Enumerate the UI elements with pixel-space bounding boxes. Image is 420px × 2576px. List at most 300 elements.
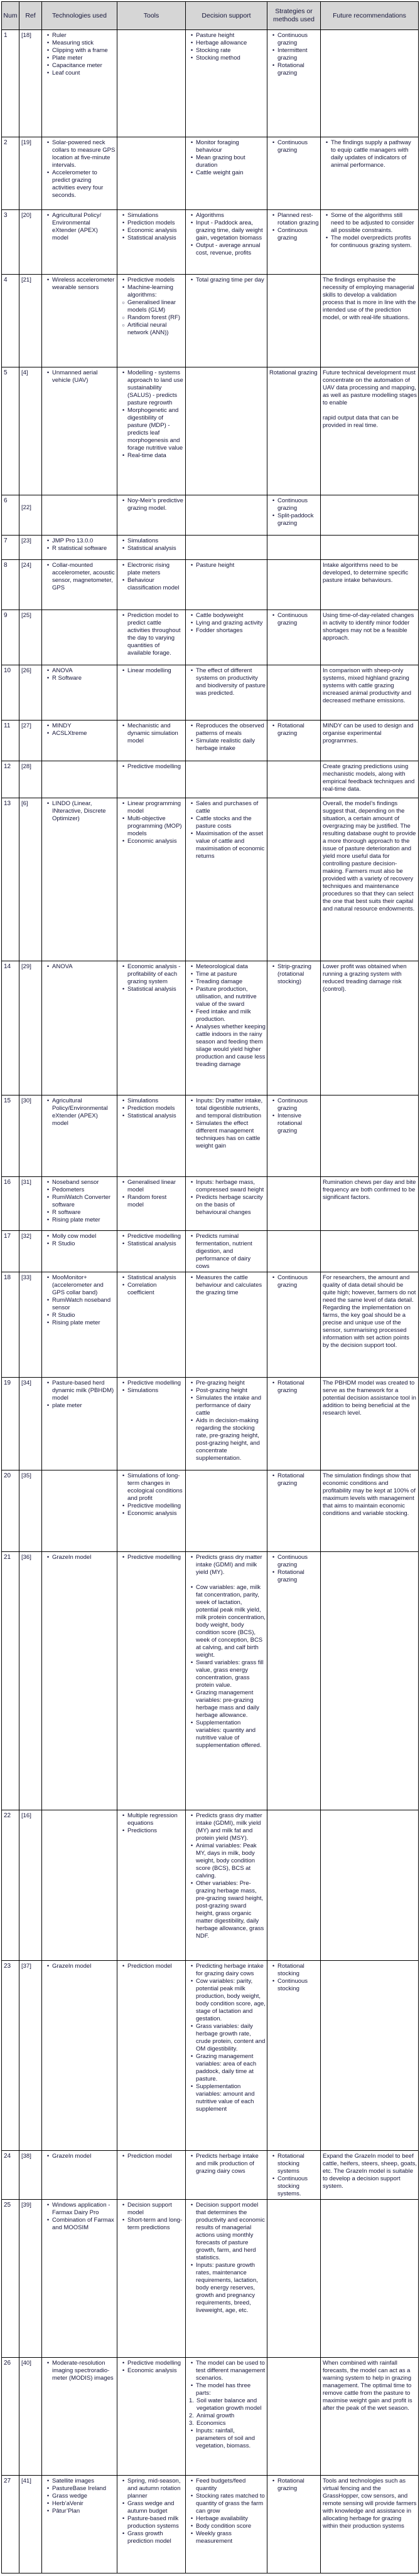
item-text: Cattle bodyweight: [196, 612, 244, 619]
cell-tools: [117, 1231, 186, 1272]
ref-cell: [36]: [19, 1552, 42, 1810]
num-cell: 7: [2, 536, 19, 559]
bullet-icon: •: [190, 40, 193, 46]
cell-tools: [117, 1810, 186, 1960]
bullet-item: [44, 1240, 116, 1248]
circle-bullet-icon: ○: [122, 322, 125, 328]
item-text: MINDY: [52, 722, 72, 729]
cell-tools: [117, 275, 186, 367]
bullet-item: [119, 1963, 184, 1970]
item-text: Simulate realistic daily herbage intake: [196, 737, 255, 752]
item-text: Generalised linear model: [127, 1179, 176, 1193]
table-row: [2, 665, 418, 721]
bullet-icon: •: [46, 1209, 50, 1216]
cell-tools: [117, 137, 186, 209]
cell-decision-support: [186, 367, 267, 495]
item-text: R statistical software: [52, 545, 107, 552]
item-text: Split-paddock grazing: [277, 512, 314, 527]
bullet-item: [188, 2262, 266, 2315]
bullet-item: [119, 452, 184, 460]
table-row: [2, 961, 418, 1095]
bullet-icon: •: [190, 1023, 193, 1030]
item-text: Predicts herbage intake and milk production of grazing dairy cows: [196, 2153, 259, 2175]
cell-decision-support: [186, 1272, 267, 1377]
item-text: Simulations: [127, 212, 159, 219]
item-text: Mean grazing bout duration: [196, 154, 245, 169]
item-text: Prediction model to predict cattle activities throughout the day to varying quantities of available forage.: [127, 612, 181, 657]
bullet-item: [188, 1395, 266, 1417]
item-text: R Software: [52, 675, 82, 682]
bullet-icon: •: [272, 1569, 275, 1576]
ref-cell: [38]: [19, 2151, 42, 2199]
cell-technologies: [42, 761, 117, 798]
item-text: Herbage availability: [196, 2515, 248, 2522]
cell-technologies: [42, 798, 117, 961]
bullet-icon: •: [122, 1963, 125, 1970]
cell-strategies: [267, 2476, 321, 2573]
cell-decision-support: [186, 610, 267, 665]
bullet-icon: •: [272, 62, 275, 69]
item-text: Machine-learning algorithms:: [127, 284, 173, 298]
cell-tools: [117, 1177, 186, 1230]
bullet-item: [188, 2360, 266, 2382]
cell-future-recommendations: [321, 1552, 418, 1810]
cell-decision-support: [186, 536, 267, 559]
item-text: Predictive models: [127, 277, 175, 283]
item-text: Correlation coefficient: [127, 1282, 157, 1296]
item-text: The findings emphasise the necessity of employing managerial skills to develop a validation process that is more in line with the intended use of the prediction model, or with real-life situations.: [323, 277, 416, 321]
bullet-icon: •: [46, 2500, 50, 2507]
column-header-ref: Ref: [19, 2, 42, 29]
ref-cell: [34]: [19, 1378, 42, 1470]
num-cell: 12: [2, 761, 19, 798]
bullet-icon: •: [190, 1380, 193, 1386]
cell-technologies: [42, 275, 117, 367]
bullet-item: [269, 1112, 319, 1135]
item-text: Modelling - systems approach to land use sustainability (SALUS) - predicts pasture regrowth: [127, 369, 183, 406]
bullet-item: [188, 2023, 266, 2053]
item-text: GrazeIn model: [52, 2153, 92, 2160]
bullet-item: [188, 2515, 266, 2523]
cell-technologies: [42, 2200, 117, 2357]
ref-cell: [6]: [19, 798, 42, 961]
bullet-icon: •: [190, 1842, 193, 1849]
bullet-item: [188, 1380, 266, 1387]
bullet-icon: •: [190, 612, 193, 619]
item-text: Planned rest-rotation grazing: [277, 212, 319, 226]
item-text: Weekly grass measurement: [196, 2530, 233, 2545]
bullet-icon: •: [190, 1233, 193, 1240]
number-marker: 3.: [189, 2420, 194, 2427]
table-row: [2, 1231, 418, 1272]
item-text: Pedometers: [52, 1186, 85, 1193]
cell-technologies: [42, 210, 117, 274]
bullet-icon: •: [46, 1963, 50, 1970]
bullet-icon: •: [46, 1319, 50, 1326]
bullet-item: [44, 2508, 116, 2515]
bullet-icon: •: [190, 2382, 193, 2389]
bullet-icon: •: [46, 675, 50, 682]
bullet-item: [188, 667, 266, 697]
item-text: Treading damage: [196, 978, 243, 985]
bullet-icon: •: [122, 1274, 125, 1281]
item-text: Pasture-based milk production systems: [127, 2515, 179, 2530]
cell-technologies: [42, 1231, 117, 1272]
item-text: Pasture-based herd dynamic milk (PBHDM) model: [52, 1380, 114, 1401]
bullet-icon: •: [46, 32, 50, 39]
text-line: [323, 414, 417, 430]
item-text: Combination of Farmax and MOOSIM: [52, 2217, 114, 2231]
cell-future-recommendations: [321, 2476, 418, 2573]
bullet-icon: •: [46, 667, 50, 674]
item-text: Grass wedge: [52, 2493, 87, 2499]
cell-technologies: [42, 610, 117, 665]
bullet-item: [119, 1194, 184, 1209]
bullet-item: [119, 1282, 184, 1297]
bullet-item: [44, 40, 116, 47]
item-text: The model can be used to test different management scenarios.: [196, 2360, 266, 2382]
cell-tools: [117, 367, 186, 495]
number-marker: 1.: [189, 2397, 194, 2404]
bullet-icon: •: [272, 2175, 275, 2182]
item-text: Wireless accelerometer wearable sensors: [52, 277, 115, 291]
cell-strategies: [267, 275, 321, 367]
item-text: Rotational grazing: [277, 2478, 304, 2492]
item-text: Statistical analysis: [127, 235, 176, 241]
item-text: Other variables: Pre-grazing herbage mass, pre-grazing sward height, post-grazing sward height, grass organic matter digestibility, daily herbage allowance, grass NDF.: [196, 1880, 264, 1940]
item-text: Economics: [197, 2420, 226, 2427]
bullet-icon: •: [272, 1112, 275, 1119]
table-row: [2, 610, 418, 665]
bullet-item: [188, 1008, 266, 1023]
table-header-row: [2, 2, 418, 30]
bullet-icon: •: [122, 815, 125, 822]
bullet-item: [188, 139, 266, 154]
bullet-item: [119, 763, 184, 771]
num-cell: 22: [2, 1810, 19, 1960]
bullet-item: [119, 1105, 184, 1112]
item-text: Grass wedge and autumn budget: [127, 2500, 175, 2515]
bullet-icon: •: [272, 32, 275, 39]
bullet-item: [188, 2427, 266, 2450]
cell-tools: [117, 210, 186, 274]
item-text: Pasture height: [196, 32, 235, 39]
ref-cell: [27]: [19, 721, 42, 761]
bullet-icon: •: [122, 2153, 125, 2160]
bullet-icon: •: [122, 2360, 125, 2367]
item-text: Maximisation of the asset value of cattle and maximisation of economic returns: [196, 830, 265, 860]
ref-cell: [20]: [19, 210, 42, 274]
bullet-item: [119, 2515, 184, 2530]
item-text: Monitor foraging behaviour: [196, 139, 239, 154]
bullet-item: [269, 1569, 319, 1584]
bullet-item: [44, 800, 116, 823]
item-text: Continuous grazing: [277, 139, 308, 154]
item-text: Lying and grazing activity: [196, 620, 263, 626]
bullet-item: [44, 545, 116, 552]
text-line: [323, 1179, 417, 1201]
item-text: Intake algorithms need to be developed, to determine specific pasture intake behaviours.: [323, 562, 409, 584]
bullet-item: [269, 512, 319, 527]
item-text: Measures the cattle behaviour and calculates the grazing time: [196, 1274, 262, 1296]
bullet-icon: •: [190, 722, 193, 729]
bullet-item: [188, 1417, 266, 1462]
num-cell: 5: [2, 367, 19, 495]
cell-strategies: [267, 367, 321, 495]
bullet-icon: •: [46, 800, 50, 807]
bullet-item: [44, 1963, 116, 1970]
item-text: PastureBase Ireland: [52, 2485, 107, 2492]
bullet-item: [119, 2500, 184, 2515]
item-text: Continuous grazing: [277, 612, 308, 626]
item-text: R software: [52, 1209, 81, 1216]
bullet-icon: •: [190, 2023, 193, 2030]
bullet-item: [44, 2217, 116, 2232]
bullet-item: [119, 1179, 184, 1194]
bullet-item: [188, 2530, 266, 2545]
bullet-item: [119, 1554, 184, 1561]
cell-future-recommendations: [321, 610, 418, 665]
ref-cell: [23]: [19, 536, 42, 559]
cell-decision-support: [186, 560, 267, 610]
cell-technologies: [42, 2151, 117, 2199]
cell-future-recommendations: [321, 30, 418, 137]
text-line: [188, 1576, 266, 1584]
bullet-item: [119, 963, 184, 986]
cell-strategies: [267, 1810, 321, 1960]
bullet-item: [119, 1387, 184, 1395]
bullet-item: [119, 2367, 184, 2375]
item-text: Rotational stocking: [277, 1963, 304, 1977]
bullet-item: [44, 730, 116, 737]
item-text: Statistical analysis: [127, 1240, 176, 1247]
item-text: Inputs: pasture growth rates, maintenance requirements, lactation, body energy reserves, growth and pregnancy requirements, breed, liveweight, age, etc.: [196, 2262, 258, 2314]
item-text: Predictive modelling: [127, 1502, 181, 1509]
cell-strategies: [267, 761, 321, 798]
cell-decision-support: [186, 798, 267, 961]
cell-technologies: [42, 961, 117, 1095]
bullet-item: [188, 55, 266, 62]
table-row: [2, 721, 418, 761]
bullet-icon: •: [325, 139, 328, 146]
bullet-item: [119, 322, 184, 337]
bullet-item: [44, 1217, 116, 1224]
item-text: Tools and technologies such as virtual fencing and the GrassHopper, cow sensors, and remote sensing will provide farmers with knowledge and assistance in allocating herbage for grazing within their production systems: [323, 2478, 417, 2530]
bullet-icon: •: [122, 1179, 125, 1186]
item-text: Measuring stick: [52, 40, 94, 46]
item-text: Windows application - Farmax Dairy Pro: [52, 2202, 110, 2216]
bullet-item: [119, 227, 184, 235]
bullet-item: [44, 2485, 116, 2493]
table-row: [2, 1552, 418, 1810]
cell-technologies: [42, 1177, 117, 1230]
ref-cell: [30]: [19, 1095, 42, 1176]
item-text: Feed budgets/feed quantity: [196, 2478, 246, 2492]
bullet-item: [119, 545, 184, 552]
bullet-icon: •: [190, 2523, 193, 2530]
num-cell: 16: [2, 1177, 19, 1230]
num-cell: 21: [2, 1552, 19, 1810]
bullet-item: [188, 2523, 266, 2530]
item-text: Grass growth prediction model: [127, 2530, 171, 2545]
bullet-item: [269, 32, 319, 47]
item-text: Simulations: [127, 1097, 159, 1104]
num-cell: 8: [2, 560, 19, 610]
item-text: Predictions: [127, 1827, 157, 1834]
bullet-icon: •: [122, 1554, 125, 1561]
bullet-icon: •: [122, 667, 125, 674]
bullet-icon: •: [190, 1880, 193, 1887]
cell-tools: [117, 2476, 186, 2573]
bullet-icon: •: [122, 800, 125, 807]
cell-technologies: [42, 137, 117, 209]
bullet-item: [269, 139, 319, 154]
item-text: Post-grazing height: [196, 1387, 247, 1394]
item-text: Herb’aVenir: [52, 2500, 83, 2507]
bullet-item: [44, 722, 116, 730]
num-cell: 19: [2, 1378, 19, 1470]
bullet-item: [188, 1584, 266, 1659]
cell-strategies: [267, 1378, 321, 1470]
bullet-icon: •: [46, 1297, 50, 1304]
bullet-item: [188, 963, 266, 971]
bullet-icon: •: [190, 978, 193, 985]
bullet-icon: •: [122, 1387, 125, 1394]
item-text: Input - Paddock area, grazing time, daily weight gain, vegetation biomass: [196, 219, 263, 241]
bullet-item: [44, 1233, 116, 1240]
bullet-item: [119, 722, 184, 745]
bullet-icon: •: [46, 730, 50, 737]
item-text: Algorithms: [196, 212, 224, 219]
num-cell: 26: [2, 2358, 19, 2475]
ref-cell: [22]: [19, 495, 42, 535]
bullet-item: [188, 2053, 266, 2083]
bullet-icon: •: [190, 971, 193, 978]
bullet-icon: •: [190, 2530, 193, 2537]
table-row: [2, 1272, 418, 1378]
bullet-icon: •: [190, 1194, 193, 1201]
item-text: In comparison with sheep-only systems, mixed highland grazing systems with cattle grazing increased animal productivity and decreased methane emissions.: [323, 667, 411, 704]
bullet-icon: •: [122, 277, 125, 283]
item-text: Meteorological data: [196, 963, 248, 970]
item-text: Solar-powered neck collars to measure GPS location at five-minute intervals.: [52, 139, 116, 169]
bullet-item: [188, 830, 266, 860]
bullet-icon: •: [122, 722, 125, 729]
item-text: Economic analysis: [127, 1510, 177, 1517]
num-cell: 25: [2, 2200, 19, 2357]
bullet-item: [269, 1380, 319, 1395]
bullet-item: [269, 212, 319, 227]
cell-future-recommendations: [321, 1470, 418, 1551]
bullet-icon: •: [190, 830, 193, 837]
bullet-item: [44, 2493, 116, 2500]
text-line: [269, 369, 319, 377]
bullet-icon: •: [122, 612, 125, 619]
item-text: Linear modelling: [127, 667, 171, 674]
bullet-icon: •: [122, 1282, 125, 1289]
bullet-item: [119, 1274, 184, 1282]
cell-tools: [117, 798, 186, 961]
bullet-item: [119, 815, 184, 838]
text-line: [323, 2153, 417, 2190]
bullet-icon: •: [122, 1105, 125, 1112]
bullet-icon: •: [190, 2493, 193, 2499]
table-row: [2, 30, 418, 137]
cell-strategies: [267, 495, 321, 535]
bullet-icon: •: [272, 1472, 275, 1479]
cell-decision-support: [186, 1470, 267, 1551]
item-text: Supplementation variables: quantity and nutritive value of supplementation offered.: [196, 1719, 262, 1749]
item-text: Statistical analysis: [127, 1112, 176, 1119]
item-text: The PBHDM model was created to serve as the framework for a potential decision assistance tool in addition to being beneficial at the research level.: [323, 1380, 416, 1417]
cell-future-recommendations: [321, 1177, 418, 1230]
bullet-icon: •: [190, 219, 193, 226]
item-text: Continuous grazing: [277, 1554, 308, 1568]
num-cell: 1: [2, 30, 19, 137]
item-text: Cow variables: age, milk fat concentration, parity, week of lactation, potential peak milk yield, milk protein concentration, body weight, body condition score (BCS), week of conception, BCS at calving, and calf birth weight.: [196, 1584, 266, 1659]
num-cell: 9: [2, 610, 19, 665]
bullet-icon: •: [46, 1179, 50, 1186]
bullet-icon: •: [46, 2153, 50, 2160]
bullet-item: [188, 169, 266, 177]
table-row: [2, 495, 418, 536]
item-text: Reproduces the observed patterns of meals: [196, 722, 264, 737]
table-row: [2, 761, 418, 798]
bullet-icon: •: [122, 562, 125, 569]
bullet-icon: •: [190, 1274, 193, 1281]
num-cell: 24: [2, 2151, 19, 2199]
cell-decision-support: [186, 495, 267, 535]
table-row: [2, 1961, 418, 2151]
bullet-icon: •: [190, 1179, 193, 1186]
cell-technologies: [42, 30, 117, 137]
ref-cell: [25]: [19, 610, 42, 665]
item-text: Fodder shortages: [196, 627, 243, 634]
cell-future-recommendations: [321, 275, 418, 367]
cell-strategies: [267, 2200, 321, 2357]
item-text: Predictive modelling: [127, 1233, 181, 1240]
bullet-item: [119, 1510, 184, 1518]
bullet-icon: •: [190, 1387, 193, 1394]
item-text: R Studio: [52, 1240, 75, 1247]
bullet-item: [188, 986, 266, 1008]
item-text: Lower profit was obtained when running a grazing system with reduced treading damage risk (control).: [323, 963, 407, 993]
bullet-item: [119, 497, 184, 512]
bullet-icon: •: [122, 1510, 125, 1517]
num-cell: 14: [2, 961, 19, 1095]
bullet-icon: •: [190, 1417, 193, 1424]
bullet-icon: •: [190, 562, 193, 569]
bullet-icon: •: [190, 169, 193, 176]
bullet-item: [44, 1312, 116, 1319]
bullet-item: [119, 2217, 184, 2232]
bullet-item: [188, 1880, 266, 1940]
bullet-icon: •: [46, 1274, 50, 1281]
item-text: For researchers, the amount and quality of data detail should be quite high; however, farmers do not need the same level of data detail. Regarding the implementation on farms, the key goal should be a precise and unique use of the sensor, summarising processed information with set action points by the decision support tool.: [323, 1274, 416, 1349]
item-text: Plate meter: [52, 55, 83, 61]
item-text: When combined with rainfall forecasts, the model can act as a warning system to help in grazing management. The optimal time to remove cattle from the pasture to maximise weight gain and profit is after the peak of the wet season.: [323, 2360, 412, 2412]
item-text: Herbage allowance: [196, 40, 247, 46]
bullet-icon: •: [122, 2530, 125, 2537]
item-text: Random forest model: [127, 1194, 167, 1208]
item-text: Predicts herbage scarcity on the basis of behavioural changes: [196, 1194, 263, 1216]
cell-future-recommendations: [321, 495, 418, 535]
bullet-icon: •: [46, 1097, 50, 1104]
bullet-item: [44, 2478, 116, 2485]
item-text: Expand the GrazeIn model to beef cattle, heifers, steers, sheep, goats, etc. The GrazeIn model is suitable to develop a decision support system.: [323, 2153, 417, 2190]
table-row: [2, 1378, 418, 1470]
ref-cell: [19]: [19, 137, 42, 209]
